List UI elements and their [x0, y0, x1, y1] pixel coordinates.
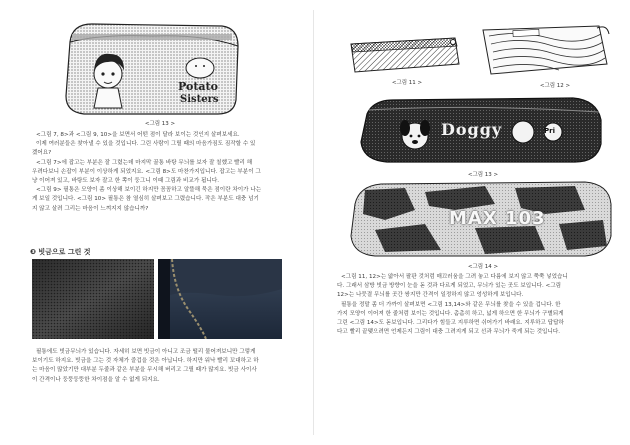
text-line: 냥 이어져 있고, 바탕도 보자 잘고 한 쪽이 둥그니 이때 그림과 비교가 됩니다.: [32, 178, 220, 185]
text-line: 게 보일 것입니다. <그림 10> 필통은 참 열심히 살펴보고 그렸습니다. 작은 부분도 대충 넘기: [32, 196, 259, 203]
text-line: 필통에도 빗금무늬가 있습니다. 자세히 보면 빗금이 아니고 조금 떨리 물어져보니만 그렇게: [36, 349, 256, 355]
pencil-case-word-potato: Potato: [178, 80, 218, 93]
text-line: <그림 11, 12>는 얇아서 팔판 것처럼 매끄러움을 그려 놓고 다름에 보지 않고 쭉쭉 넣었습니: [341, 274, 568, 280]
case-word-max103: MAX 103: [449, 208, 546, 229]
fabric-mesh-photo: [32, 259, 154, 339]
text-line: 보이기도 하지요. 빗금을 그는 것 자체가 즐겁을 것은 아닙니다. 하지만 워낙 빨리 꼬대하고 하: [32, 358, 259, 365]
pencil-case-figure-11: [345, 34, 463, 76]
text-line: 이 간격이나 둥뚱둥뚱한 차이점을 알 수 없게 되지요.: [32, 376, 160, 383]
text-line: <그림 7, 8>과 <그림 9, 10>을 보면서 어떤 점이 달라 보이는 것인지 살펴보세요.: [36, 132, 240, 138]
right-paragraph: [337, 273, 615, 337]
text-line: 지 않고 살려 그리는 마음이 느껴지지 않습니까?: [32, 205, 149, 212]
text-line: 겠어요?: [32, 150, 52, 157]
figure-14-caption: <그림 14 >: [467, 264, 499, 270]
figure-13-caption: <그림 13 >: [144, 121, 176, 127]
text-line: 12>는 나뭇결 무늬를 곳간 쌍지만 간격이 일정하지 않고 엉성하게 보입니다.: [337, 292, 524, 299]
pencil-case-figure-12: [479, 24, 611, 76]
figure-13-right-caption: <그림 13 >: [467, 172, 499, 178]
section-heading-hatching: ❸ 빗금으로 그린 것: [30, 248, 91, 256]
text-line: 다고 빨리 끝맺으려면 언제든지 그림이 대충 그려지게 되고 선과 무늬가 죽게 되는 것입니다.: [337, 329, 561, 336]
text-line: <그림 9> 필통은 모양이 좀 이상해 보이긴 하지만 꼼꼼하고 알뜰해 묵은 점이란 차이가 나는: [36, 187, 262, 194]
page-gutter: [313, 10, 314, 435]
right-page: [315, 0, 630, 445]
figure-11-caption: <그림 11 >: [391, 80, 423, 86]
pencil-case-figure-13: [353, 94, 607, 166]
text-line: <그림 7>에 잡고는 부분은 잘 그렸는데 마지막 꿀통 바탕 무늬를 보자 잘 칠했고 빨리 해: [36, 159, 253, 166]
text-line: 그린 <그림 14>도 돋보입니다. 그리다가 힘들고 지루하면 쉬어가기 바래요. 지루하고 답답하: [337, 320, 564, 327]
left-paragraph-2: [32, 348, 294, 385]
mesh-texture: [32, 259, 154, 339]
text-line: 우려다보니 손잡이 부분이 이상하게 되었지요. <그림 8>도 마찬가지입니다. 잡고는 부분이 그: [32, 168, 261, 175]
pencil-case-figure-14: [345, 180, 615, 258]
figure-12-caption: <그림 12 >: [539, 83, 571, 89]
text-line: 이제 여러분들은 찾아낼 수 있을 것입니다. 그린 사람이 그릴 때의 마음가짐도 짐작할 수 있: [36, 141, 256, 148]
pencil-case-illustration-potato: [62, 12, 242, 117]
case-word-doggy: Doggy: [441, 120, 503, 139]
left-paragraph-1: [32, 131, 294, 214]
text-line: 다. 그래서 삼방 빗금 방향이 눈을 돋 것과 다르게 되었고, 무늬가 있는 곳도 보입니다. <그림: [337, 283, 562, 290]
text-line: 필통을 정말 좀 더 가까이 살펴보면 <그림 13,14>와 같은 무늬를 찾을 수 있을 겁니다. 한: [341, 301, 561, 308]
fabric-zipper-photo: [158, 259, 282, 339]
woodgrain-case-drawing: [479, 24, 611, 76]
text-line: 는 마음이 많았기만 대부분 두줄과 같은 부분을 무시해 버리고 그릴 때가 많지요. 빗금 사이사: [32, 367, 257, 374]
zipper-texture: [158, 259, 282, 339]
text-line: 가지 모양이 이어져 한 줄처럼 보이는 것입니다. 촘촘히 하고, 넓게 하으면 한 무늬가 구별되게: [337, 310, 564, 317]
case-word-pri: Pri: [544, 127, 555, 135]
hatched-case-drawing: [345, 34, 463, 76]
pencil-case-word-sisters: Sisters: [180, 94, 219, 105]
